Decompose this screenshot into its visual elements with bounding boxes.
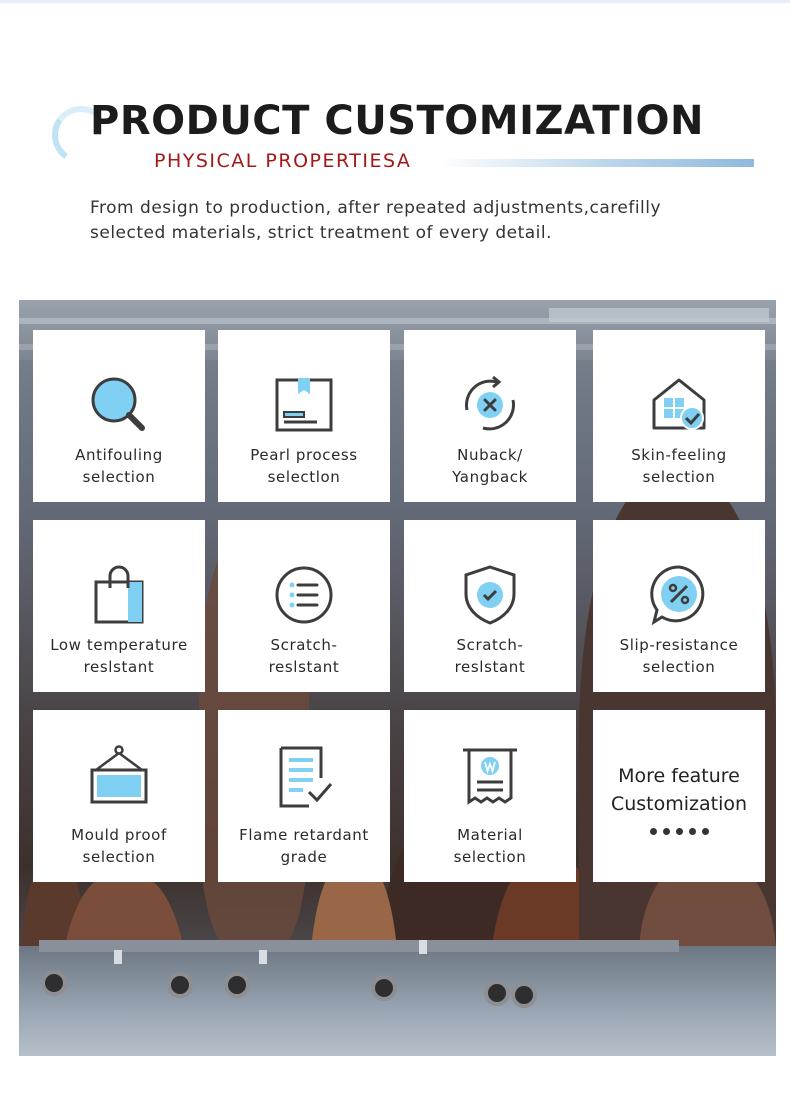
feature-label: selection	[642, 658, 716, 676]
feature-card	[593, 330, 765, 502]
more-title: Customization	[610, 793, 748, 815]
feature-label: Skin-feeling	[631, 446, 727, 464]
feature-card	[404, 710, 576, 882]
feature-label: Scratch-	[456, 636, 524, 654]
feature-label: Slip-resistance	[619, 636, 739, 654]
document-check-icon	[271, 744, 337, 810]
feature-card	[33, 710, 205, 882]
feature-label: reslstant	[268, 658, 340, 676]
feature-card	[33, 520, 205, 692]
feature-label: Antifouling	[75, 446, 163, 464]
feature-label: grade	[280, 848, 328, 866]
feature-label: reslstant	[454, 658, 526, 676]
ellipsis-dots-icon	[593, 828, 765, 835]
feature-card	[404, 330, 576, 502]
rack-tag	[114, 950, 122, 964]
feature-card	[33, 330, 205, 502]
feature-label: selection	[453, 848, 527, 866]
feature-label: Yangback	[452, 468, 528, 486]
more-title: More feature	[618, 765, 740, 787]
page-subtitle: PHYSICAL PROPERTIESA	[154, 150, 412, 172]
subtitle-underline	[440, 159, 754, 167]
shield-check-icon	[457, 562, 523, 628]
feature-card	[218, 330, 390, 502]
receipt-icon	[457, 744, 523, 810]
feature-label: reslstant	[83, 658, 155, 676]
feature-label: Material	[457, 826, 523, 844]
magnifier-icon	[86, 372, 152, 438]
feature-card	[593, 520, 765, 692]
shopping-bag-icon	[86, 562, 152, 628]
feature-label: selectlon	[267, 468, 341, 486]
feature-card	[218, 710, 390, 882]
rack-tag	[259, 950, 267, 964]
hanging-sign-icon	[86, 744, 152, 810]
box-icon	[271, 372, 337, 438]
more-feature-card	[593, 710, 765, 882]
top-divider	[0, 0, 790, 3]
page-description: From design to production, after repeated adjustments,carefilly selected materials, strict treatment of every detail.	[90, 198, 662, 243]
feature-label: selection	[642, 468, 716, 486]
feature-label: Pearl process	[250, 446, 358, 464]
list-icon	[271, 562, 337, 628]
page-title: PRODUCT CUSTOMIZATION	[90, 98, 704, 144]
feature-card	[404, 520, 576, 692]
refresh-x-icon	[457, 372, 523, 438]
house-check-icon	[646, 372, 712, 438]
feature-label: Low temperature	[50, 636, 188, 654]
feature-label: Flame retardant	[239, 826, 369, 844]
feature-label: selection	[82, 468, 156, 486]
feature-label: Scratch-	[270, 636, 338, 654]
feature-label: selection	[82, 848, 156, 866]
feature-card	[218, 520, 390, 692]
feature-label: Nuback/	[457, 446, 523, 464]
rack-tag	[419, 940, 427, 954]
percent-chat-icon	[646, 562, 712, 628]
feature-label: Mould proof	[71, 826, 167, 844]
